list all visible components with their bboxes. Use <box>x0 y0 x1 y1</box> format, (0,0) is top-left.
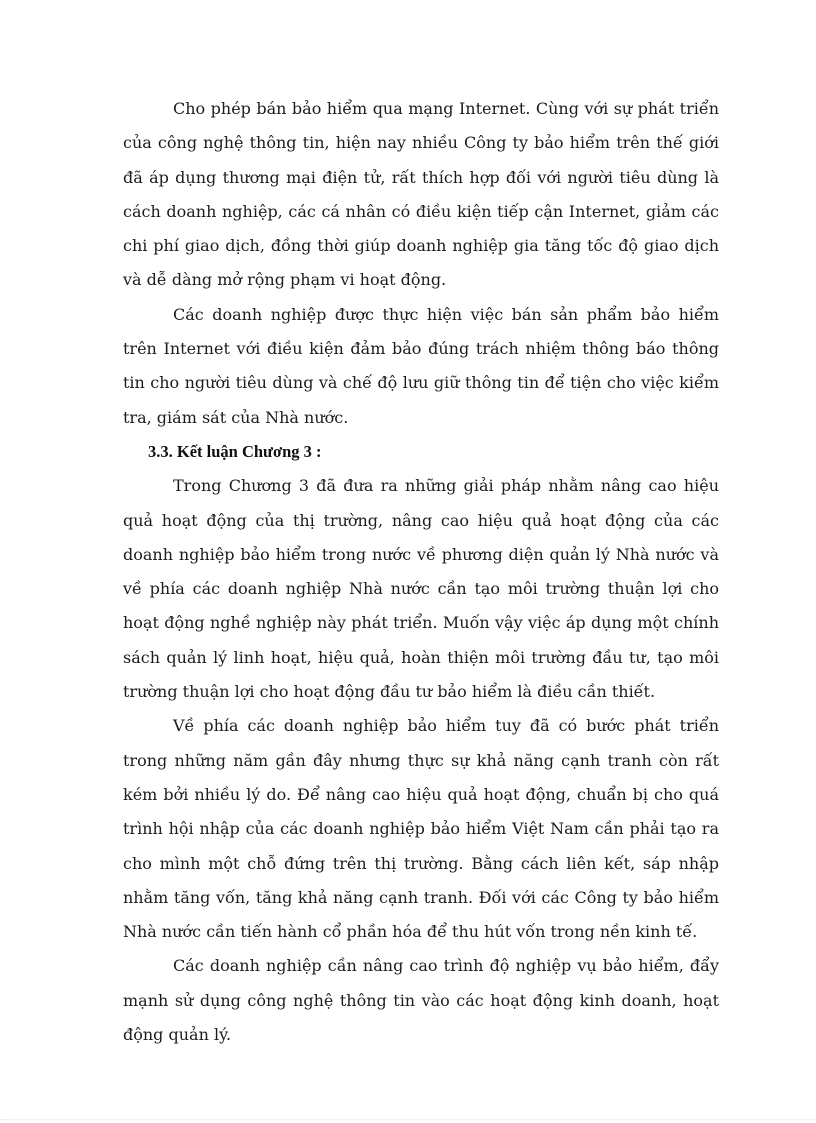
document-body <box>123 92 719 1052</box>
section-heading: 3.3. Kết luận Chương 3 : <box>148 441 322 461</box>
page-bottom-divider <box>0 1119 816 1120</box>
paragraph-chapter-summary: Trong Chương 3 đã đưa ra những giải pháp nhằm nâng cao hiệu quả hoạt động của thị trường, nâng cao hiệu quả hoạt động của các doanh nghiệp bảo hiểm trong nước về phương diện quản lý Nhà nước và về phía các doanh nghiệp Nhà nước cần tạo môi trường thuận lợi cho hoạt động nghề nghiệp này phát triển. Muốn vậy việc áp dụng một chính sách quản lý linh hoạt, hiệu quả, hoàn thiện môi trường đầu tư, tạo môi trường thuận lợi cho hoạt động đầu tư bảo hiểm là điều cần thiết. <box>123 476 719 702</box>
paragraph-competitiveness: Về phía các doanh nghiệp bảo hiểm tuy đã có bước phát triển trong những năm gần đây nhưng thực sự khả năng cạnh tranh còn rất kém bởi nhiều lý do. Để nâng cao hiệu quả hoạt động, chuẩn bị cho quá trình hội nhập của các doanh nghiệp bảo hiểm Việt Nam cần phải tạo ra cho mình một chỗ đứng trên thị trường. Bằng cách liên kết, sáp nhập nhằm tăng vốn, tăng khả năng cạnh tranh. Đối với các Công ty bảo hiểm Nhà nước cần tiến hành cổ phần hóa để thu hút vốn trong nền kinh tế. <box>123 716 719 942</box>
paragraph-technology: Các doanh nghiệp cần nâng cao trình độ nghiệp vụ bảo hiểm, đẩy mạnh sử dụng công nghệ thông tin vào các hoạt động kinh doanh, hoạt động quản lý. <box>123 956 719 1045</box>
paragraph-internet-sales: Cho phép bán bảo hiểm qua mạng Internet. Cùng với sự phát triển của công nghệ thông tin, hiện nay nhiều Công ty bảo hiểm trên thế giới đã áp dụng thương mại điện tử, rất thích hợp đối với người tiêu dùng là cách doanh nghiệp, các cá nhân có điều kiện tiếp cận Internet, giảm các chi phí giao dịch, đồng thời giúp doanh nghiệp gia tăng tốc độ giao dịch và dễ dàng mở rộng phạm vi hoạt động. <box>123 99 719 290</box>
paragraph-internet-conditions: Các doanh nghiệp được thực hiện việc bán sản phẩm bảo hiểm trên Internet với điều kiện đảm bảo đúng trách nhiệm thông báo thông tin cho người tiêu dùng và chế độ lưu giữ thông tin để tiện cho việc kiểm tra, giám sát của Nhà nước. <box>123 304 719 427</box>
